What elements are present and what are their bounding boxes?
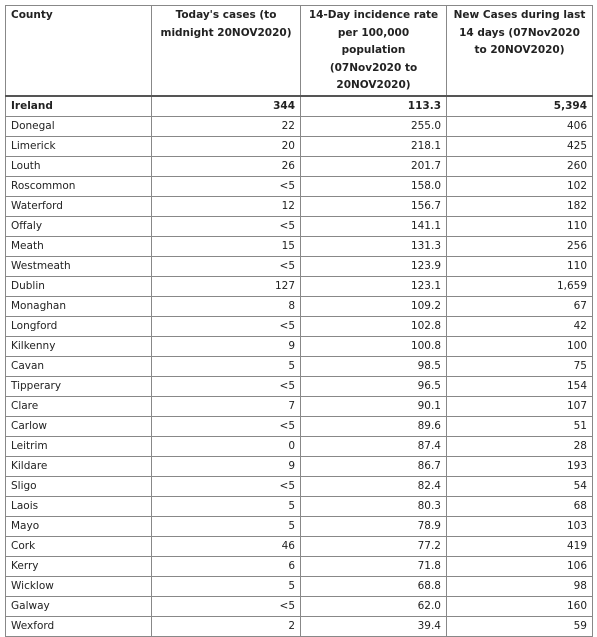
table-row [6, 616, 593, 636]
table-row [6, 156, 593, 176]
new-cases-cell: 160 [447, 596, 593, 616]
new-cases-cell: 106 [447, 556, 593, 576]
new-cases-cell: 59 [447, 616, 593, 636]
todays-cases-cell: 127 [152, 276, 301, 296]
new-cases-cell: 103 [447, 516, 593, 536]
incidence-rate-cell: 90.1 [301, 396, 447, 416]
column-header-county: County [6, 6, 152, 96]
incidence-rate-cell: 201.7 [301, 156, 447, 176]
incidence-rate-cell: 255.0 [301, 116, 447, 136]
incidence-rate-cell: 68.8 [301, 576, 447, 596]
incidence-rate-cell: 80.3 [301, 496, 447, 516]
county-cell: Roscommon [6, 176, 152, 196]
incidence-rate-cell: 109.2 [301, 296, 447, 316]
todays-cases-cell: 20 [152, 136, 301, 156]
new-cases-cell: 5,394 [447, 96, 593, 117]
new-cases-cell: 260 [447, 156, 593, 176]
incidence-rate-cell: 100.8 [301, 336, 447, 356]
incidence-rate-cell: 89.6 [301, 416, 447, 436]
total-row [6, 96, 593, 117]
county-cell: Louth [6, 156, 152, 176]
column-header-incidence-rate: 14-Day incidence rate per 100,000 population (07Nov2020 to 20NOV2020) [301, 6, 447, 96]
county-cell: Mayo [6, 516, 152, 536]
todays-cases-cell: 5 [152, 576, 301, 596]
table-row [6, 196, 593, 216]
county-cell: Leitrim [6, 436, 152, 456]
incidence-rate-cell: 96.5 [301, 376, 447, 396]
todays-cases-cell: <5 [152, 376, 301, 396]
table-container [5, 5, 593, 637]
new-cases-cell: 256 [447, 236, 593, 256]
county-cell: Monaghan [6, 296, 152, 316]
county-cell: Offaly [6, 216, 152, 236]
new-cases-cell: 68 [447, 496, 593, 516]
todays-cases-cell: <5 [152, 476, 301, 496]
new-cases-cell: 42 [447, 316, 593, 336]
todays-cases-cell: 0 [152, 436, 301, 456]
table-row [6, 436, 593, 456]
incidence-rate-cell: 131.3 [301, 236, 447, 256]
todays-cases-cell: 6 [152, 556, 301, 576]
table-row [6, 256, 593, 276]
column-header-todays-cases: Today's cases (to midnight 20NOV2020) [152, 6, 301, 96]
table-row [6, 116, 593, 136]
table-row [6, 496, 593, 516]
todays-cases-cell: <5 [152, 316, 301, 336]
county-cell: Donegal [6, 116, 152, 136]
todays-cases-cell: <5 [152, 216, 301, 236]
county-cell: Ireland [6, 96, 152, 117]
county-cell: Waterford [6, 196, 152, 216]
new-cases-cell: 110 [447, 216, 593, 236]
county-cell: Wexford [6, 616, 152, 636]
todays-cases-cell: <5 [152, 176, 301, 196]
table-row [6, 536, 593, 556]
todays-cases-cell: 2 [152, 616, 301, 636]
incidence-rate-cell: 218.1 [301, 136, 447, 156]
county-cell: Galway [6, 596, 152, 616]
todays-cases-cell: <5 [152, 256, 301, 276]
county-cell: Westmeath [6, 256, 152, 276]
table-row [6, 376, 593, 396]
table-row [6, 596, 593, 616]
todays-cases-cell: 5 [152, 516, 301, 536]
table-row [6, 136, 593, 156]
incidence-rate-cell: 98.5 [301, 356, 447, 376]
todays-cases-cell: 22 [152, 116, 301, 136]
new-cases-cell: 193 [447, 456, 593, 476]
incidence-rate-cell: 78.9 [301, 516, 447, 536]
incidence-rate-cell: 123.1 [301, 276, 447, 296]
todays-cases-cell: 26 [152, 156, 301, 176]
new-cases-cell: 425 [447, 136, 593, 156]
table-row [6, 236, 593, 256]
incidence-rate-cell: 156.7 [301, 196, 447, 216]
new-cases-cell: 54 [447, 476, 593, 496]
county-cell: Tipperary [6, 376, 152, 396]
county-cell: Laois [6, 496, 152, 516]
todays-cases-cell: 9 [152, 336, 301, 356]
table-row [6, 476, 593, 496]
incidence-rate-cell: 113.3 [301, 96, 447, 117]
header-row [6, 6, 593, 96]
county-cell: Carlow [6, 416, 152, 436]
incidence-rate-cell: 86.7 [301, 456, 447, 476]
table-row [6, 316, 593, 336]
todays-cases-cell: 5 [152, 356, 301, 376]
table-row [6, 296, 593, 316]
table-row [6, 576, 593, 596]
todays-cases-cell: <5 [152, 416, 301, 436]
todays-cases-cell: <5 [152, 596, 301, 616]
county-cases-table [5, 5, 593, 637]
incidence-rate-cell: 82.4 [301, 476, 447, 496]
county-cell: Longford [6, 316, 152, 336]
county-cell: Limerick [6, 136, 152, 156]
incidence-rate-cell: 39.4 [301, 616, 447, 636]
table-row [6, 216, 593, 236]
incidence-rate-cell: 102.8 [301, 316, 447, 336]
incidence-rate-cell: 141.1 [301, 216, 447, 236]
table-row [6, 276, 593, 296]
todays-cases-cell: 9 [152, 456, 301, 476]
county-cell: Dublin [6, 276, 152, 296]
county-cell: Wicklow [6, 576, 152, 596]
new-cases-cell: 75 [447, 356, 593, 376]
table-row [6, 456, 593, 476]
new-cases-cell: 1,659 [447, 276, 593, 296]
new-cases-cell: 102 [447, 176, 593, 196]
todays-cases-cell: 46 [152, 536, 301, 556]
new-cases-cell: 107 [447, 396, 593, 416]
todays-cases-cell: 7 [152, 396, 301, 416]
table-row [6, 416, 593, 436]
county-cell: Cork [6, 536, 152, 556]
new-cases-cell: 51 [447, 416, 593, 436]
todays-cases-cell: 8 [152, 296, 301, 316]
county-cell: Clare [6, 396, 152, 416]
county-cell: Kerry [6, 556, 152, 576]
county-cell: Cavan [6, 356, 152, 376]
new-cases-cell: 110 [447, 256, 593, 276]
column-header-new-cases: New Cases during last 14 days (07Nov2020 to 20NOV2020) [447, 6, 593, 96]
table-row [6, 176, 593, 196]
new-cases-cell: 28 [447, 436, 593, 456]
todays-cases-cell: 344 [152, 96, 301, 117]
new-cases-cell: 419 [447, 536, 593, 556]
new-cases-cell: 100 [447, 336, 593, 356]
incidence-rate-cell: 87.4 [301, 436, 447, 456]
todays-cases-cell: 12 [152, 196, 301, 216]
county-cell: Meath [6, 236, 152, 256]
table-row [6, 356, 593, 376]
new-cases-cell: 98 [447, 576, 593, 596]
new-cases-cell: 154 [447, 376, 593, 396]
incidence-rate-cell: 62.0 [301, 596, 447, 616]
incidence-rate-cell: 77.2 [301, 536, 447, 556]
todays-cases-cell: 5 [152, 496, 301, 516]
county-cell: Sligo [6, 476, 152, 496]
new-cases-cell: 67 [447, 296, 593, 316]
incidence-rate-cell: 158.0 [301, 176, 447, 196]
table-row [6, 396, 593, 416]
todays-cases-cell: 15 [152, 236, 301, 256]
table-row [6, 336, 593, 356]
incidence-rate-cell: 71.8 [301, 556, 447, 576]
new-cases-cell: 182 [447, 196, 593, 216]
table-row [6, 556, 593, 576]
county-cell: Kilkenny [6, 336, 152, 356]
new-cases-cell: 406 [447, 116, 593, 136]
county-cell: Kildare [6, 456, 152, 476]
incidence-rate-cell: 123.9 [301, 256, 447, 276]
table-row [6, 516, 593, 536]
